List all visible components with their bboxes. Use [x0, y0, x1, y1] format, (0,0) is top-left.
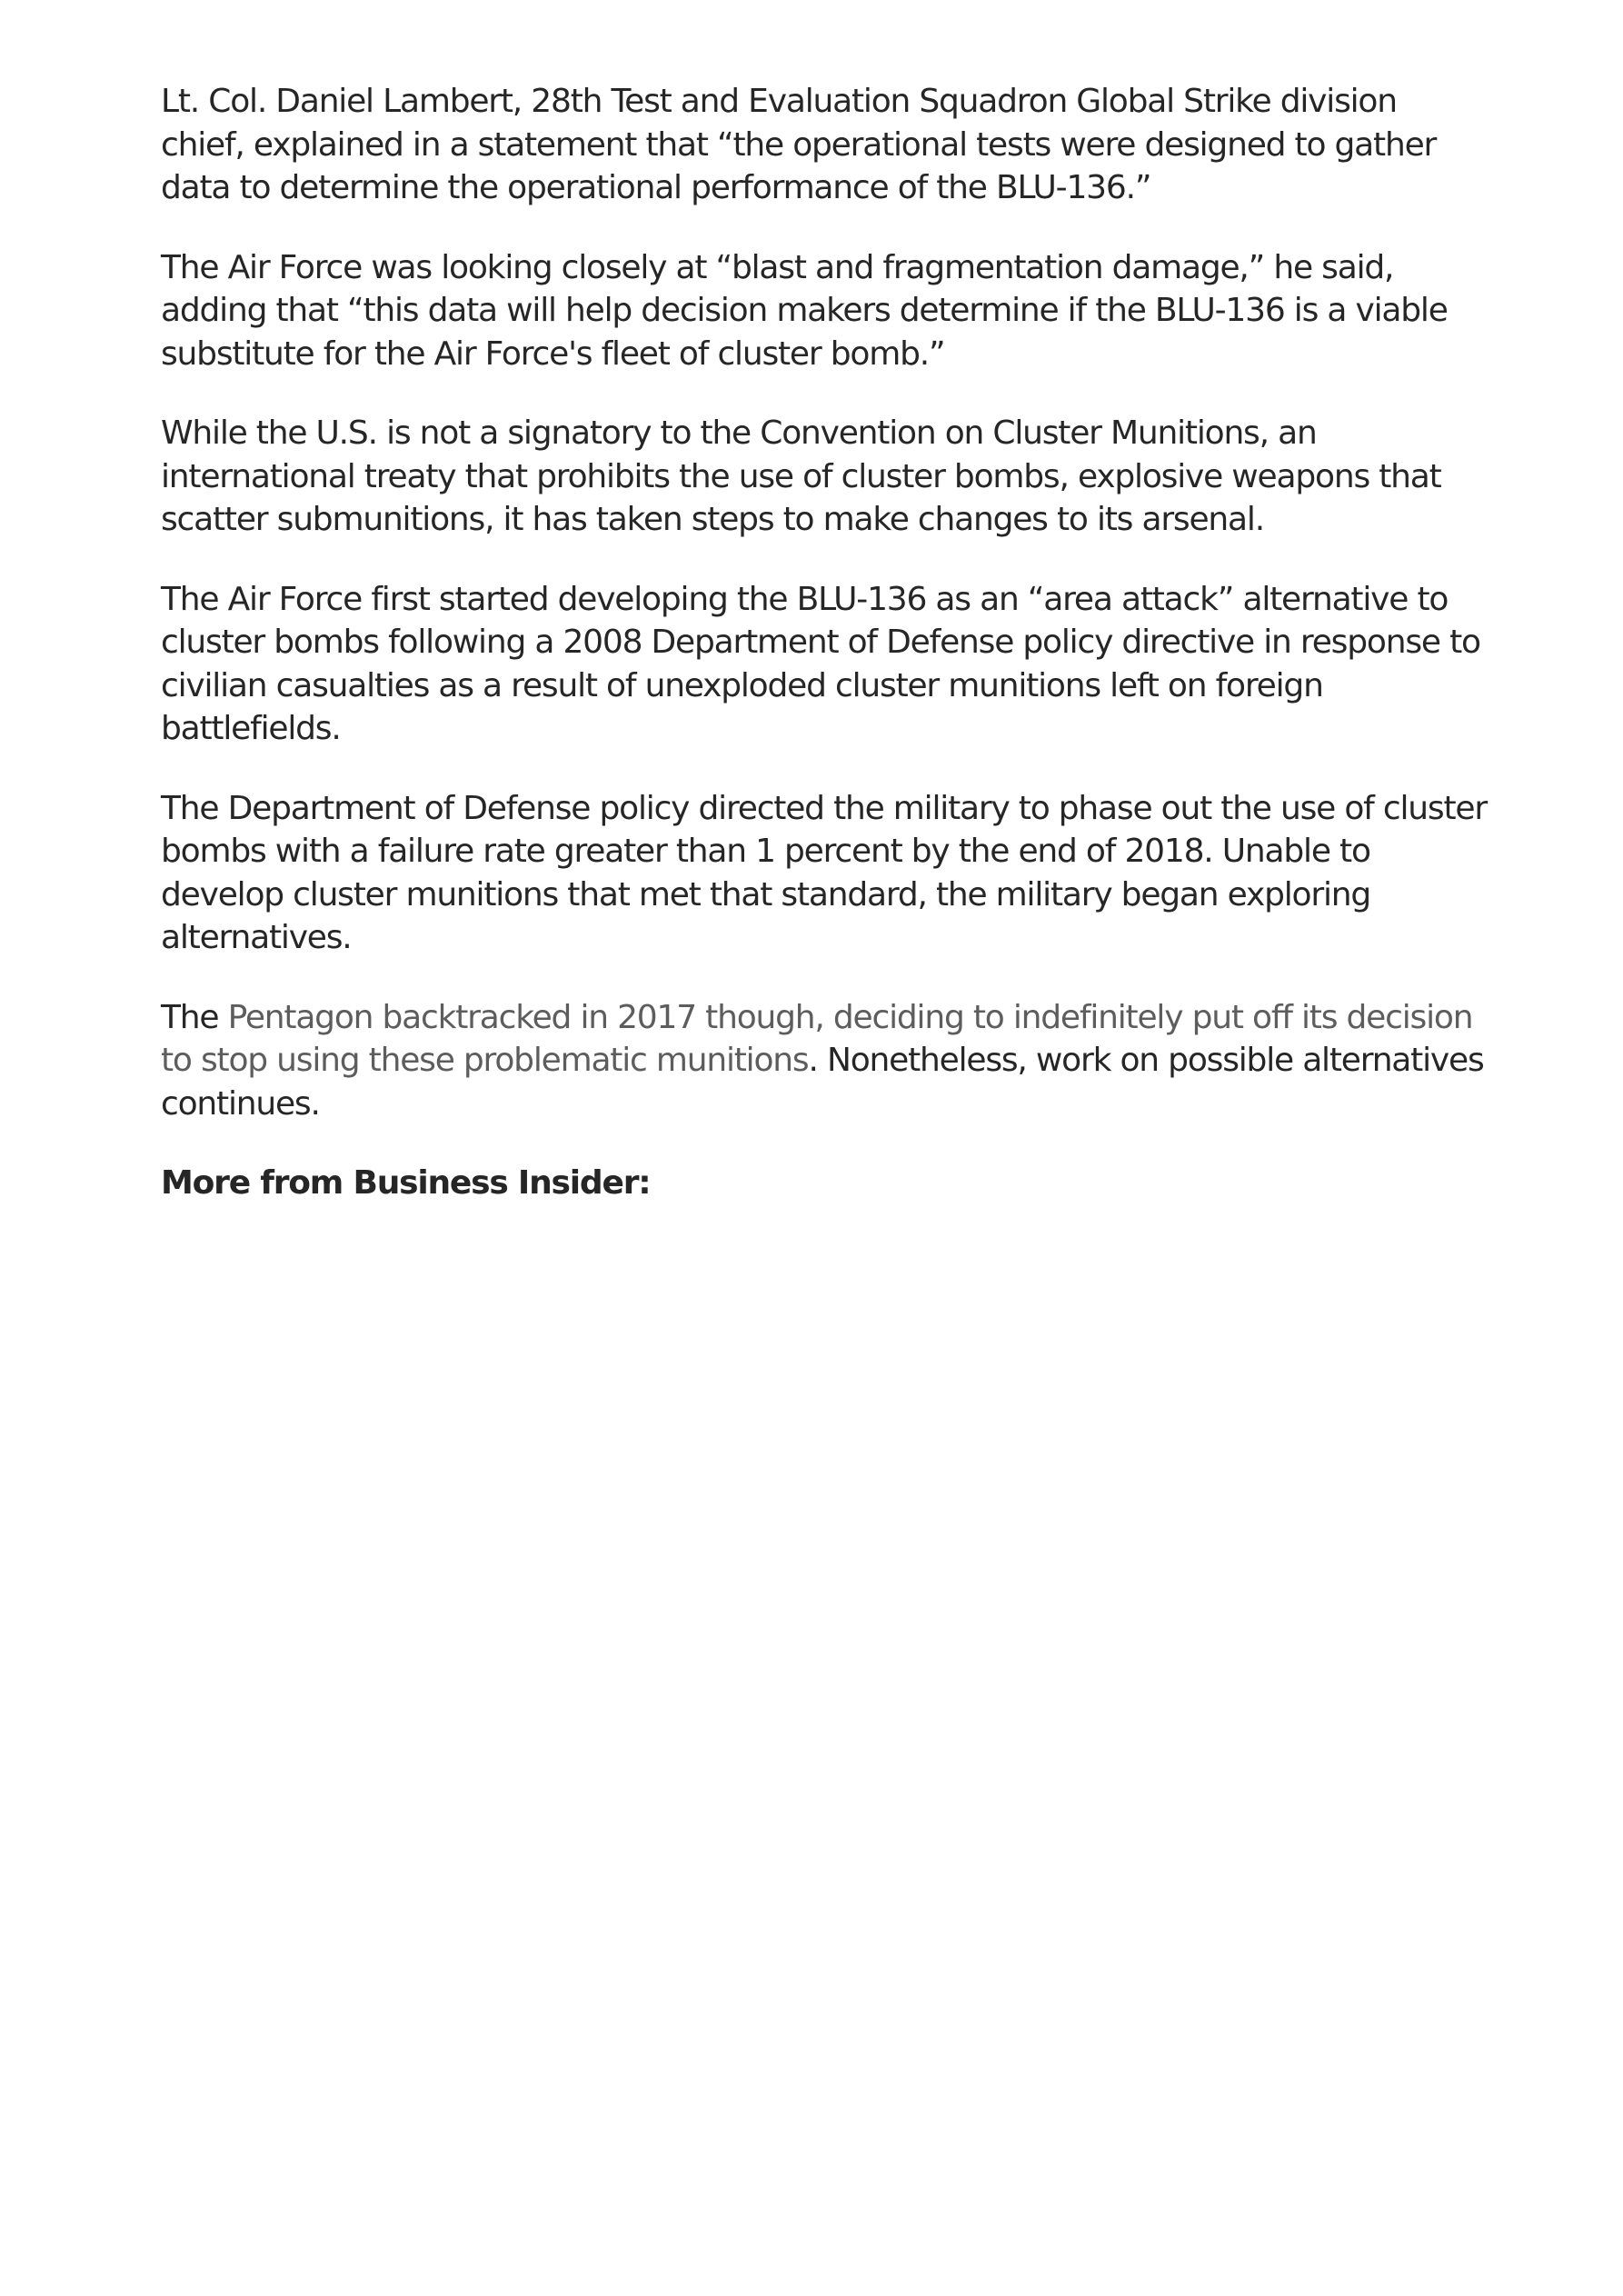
paragraph-pentagon-backtrack [161, 996, 1488, 1126]
article-body [161, 80, 1488, 1205]
pentagon-backtrack-link[interactable]: Pentagon backtracked in 2017 though, deciding to indefinitely put off its decision to stop using these problematic munitions [161, 998, 1473, 1079]
paragraph-blast-fragmentation: The Air Force was looking closely at “blast and fragmentation damage,” he said, adding that “this data will help decision makers determine if the BLU-136 is a viable substitute for the Air Force's fleet of cluster bomb.” [161, 248, 1448, 373]
paragraph-convention: While the U.S. is not a signatory to the Convention on Cluster Munitions, an international treaty that prohibits the use of cluster bombs, explosive weapons that scatter submunitions, it has taken steps to make changes to its arsenal. [161, 414, 1441, 538]
paragraph-lambert-statement: Lt. Col. Daniel Lambert, 28th Test and Evaluation Squadron Global Strike division chief, explained in a statement that “the operational tests were designed to gather data to determine the operational performance of the BLU-136.” [161, 83, 1437, 206]
paragraph-area-attack: The Air Force first started developing the BLU-136 as an “area attack” alternative to cluster bombs following a 2008 Department of Defense policy directive in response to civilian casualties as a result of unexploded cluster munitions left on foreign battlefields. [161, 580, 1480, 747]
more-from-heading: More from Business Insider: [161, 1164, 651, 1202]
paragraph-dod-policy: The Department of Defense policy directed the military to phase out the use of cluster bombs with a failure rate greater than 1 percent by the end of 2018. Unable to develop cluster munitions that met that standard, the military began exploring alternatives. [161, 789, 1487, 956]
paragraph-trailing-text: . Nonetheless, work on possible alternatives continues. [161, 1042, 1484, 1123]
paragraph-lead-text: The [161, 998, 228, 1036]
